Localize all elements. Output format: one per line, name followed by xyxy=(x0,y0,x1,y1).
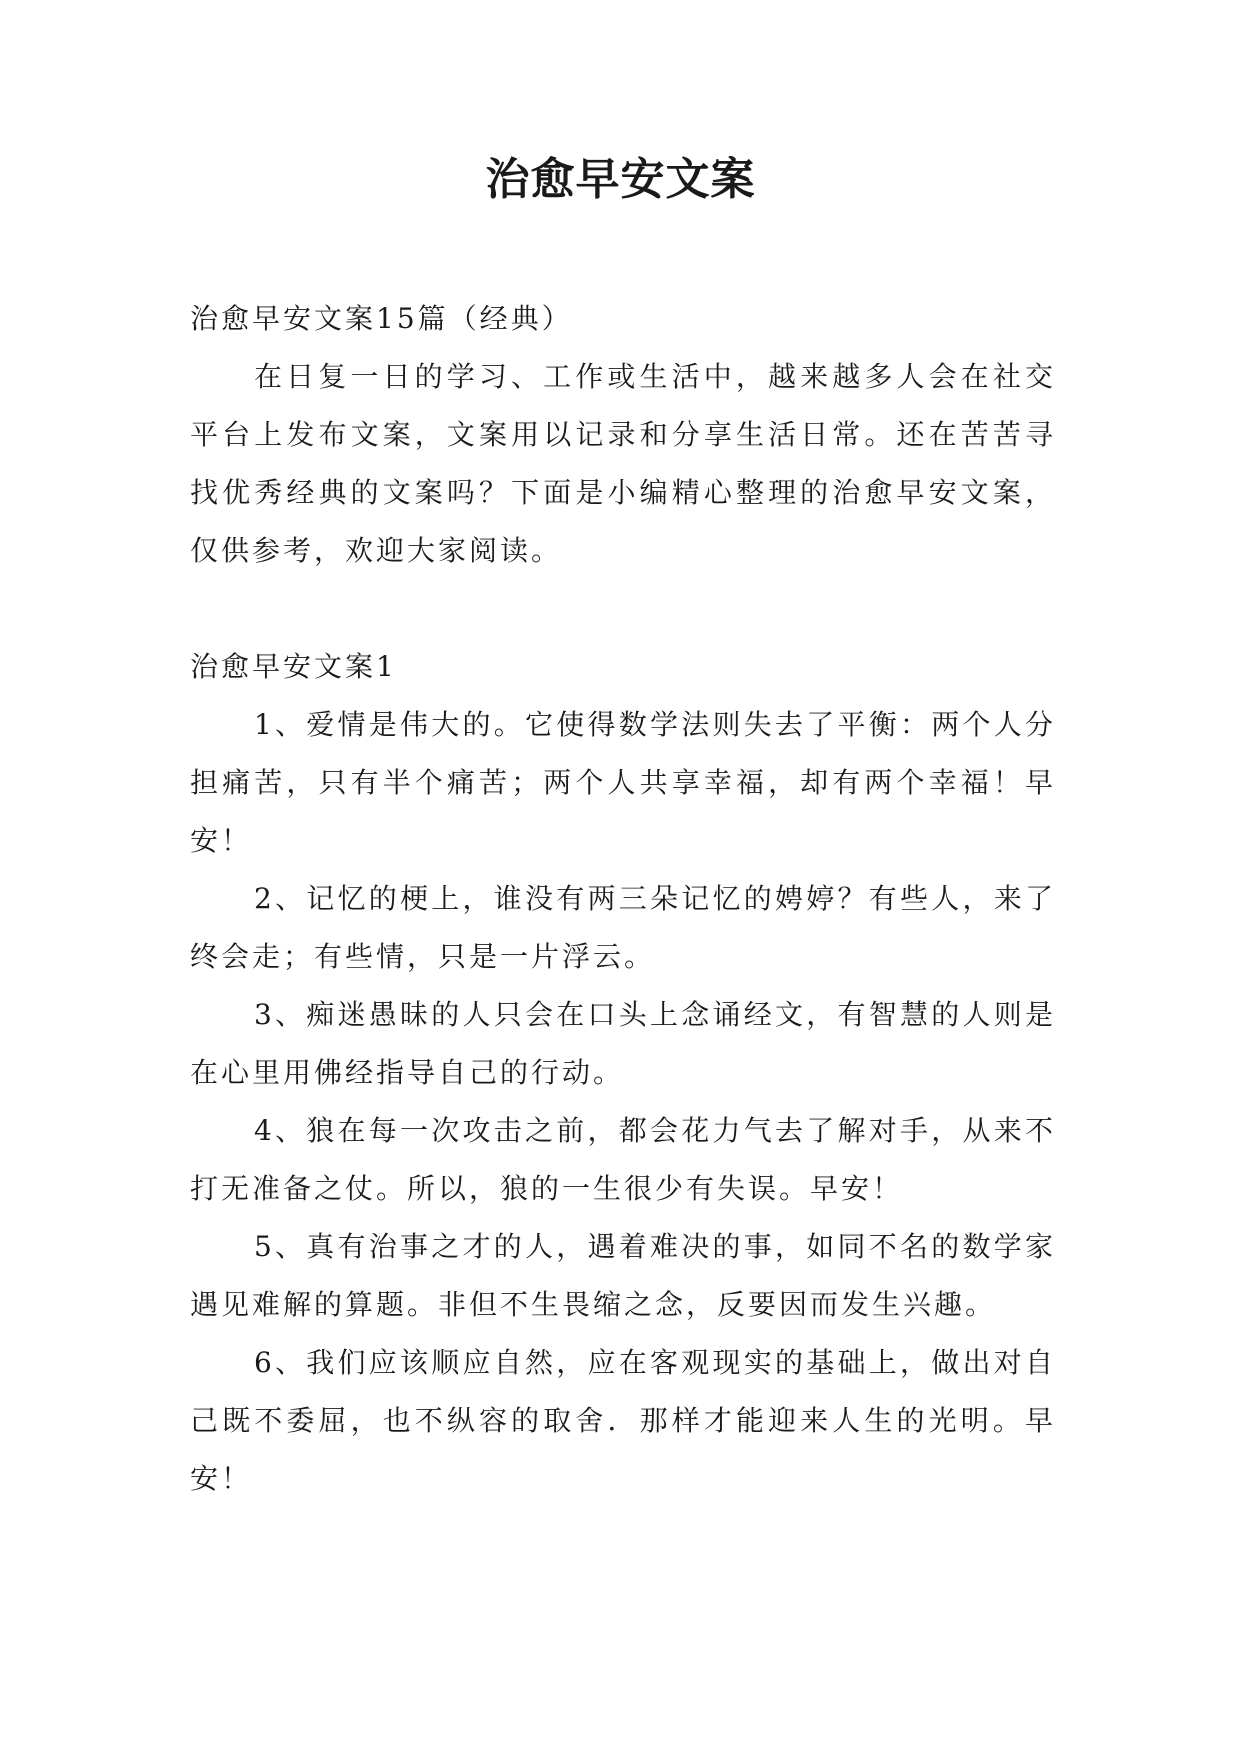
list-item: 5、真有治事之才的人，遇着难决的事，如同不名的数学家遇见难解的算题。非但不生畏缩之念，反要因而发生兴趣。 xyxy=(190,1230,1056,1321)
list-item: 6、我们应该顺应自然，应在客观现实的基础上，做出对自己既不委屈，也不纵容的取舍．那样才能迎来人生的光明。早安！ xyxy=(190,1346,1056,1495)
section-heading: 治愈早安文案1 xyxy=(190,650,397,683)
list-item: 2、记忆的梗上，谁没有两三朵记忆的娉婷？有些人，来了终会走；有些情，只是一片浮云。 xyxy=(190,882,1056,973)
list-item: 1、爱情是伟大的。它使得数学法则失去了平衡：两个人分担痛苦，只有半个痛苦；两个人共享幸福，却有两个幸福！早安！ xyxy=(190,708,1056,857)
document-body xyxy=(190,290,1056,1508)
intro-paragraph: 在日复一日的学习、工作或生活中，越来越多人会在社交平台上发布文案，文案用以记录和分享生活日常。还在苦苦寻找优秀经典的文案吗？下面是小编精心整理的治愈早安文案，仅供参考，欢迎大家阅读。 xyxy=(190,360,1056,567)
list-item: 4、狼在每一次攻击之前，都会花力气去了解对手，从来不打无准备之仗。所以，狼的一生很少有失误。早安！ xyxy=(190,1114,1056,1205)
document-subtitle: 治愈早安文案15篇（经典） xyxy=(190,302,573,335)
document-title: 治愈早安文案 xyxy=(485,154,756,205)
list-item: 3、痴迷愚昧的人只会在口头上念诵经文，有智慧的人则是在心里用佛经指导自己的行动。 xyxy=(190,998,1056,1089)
